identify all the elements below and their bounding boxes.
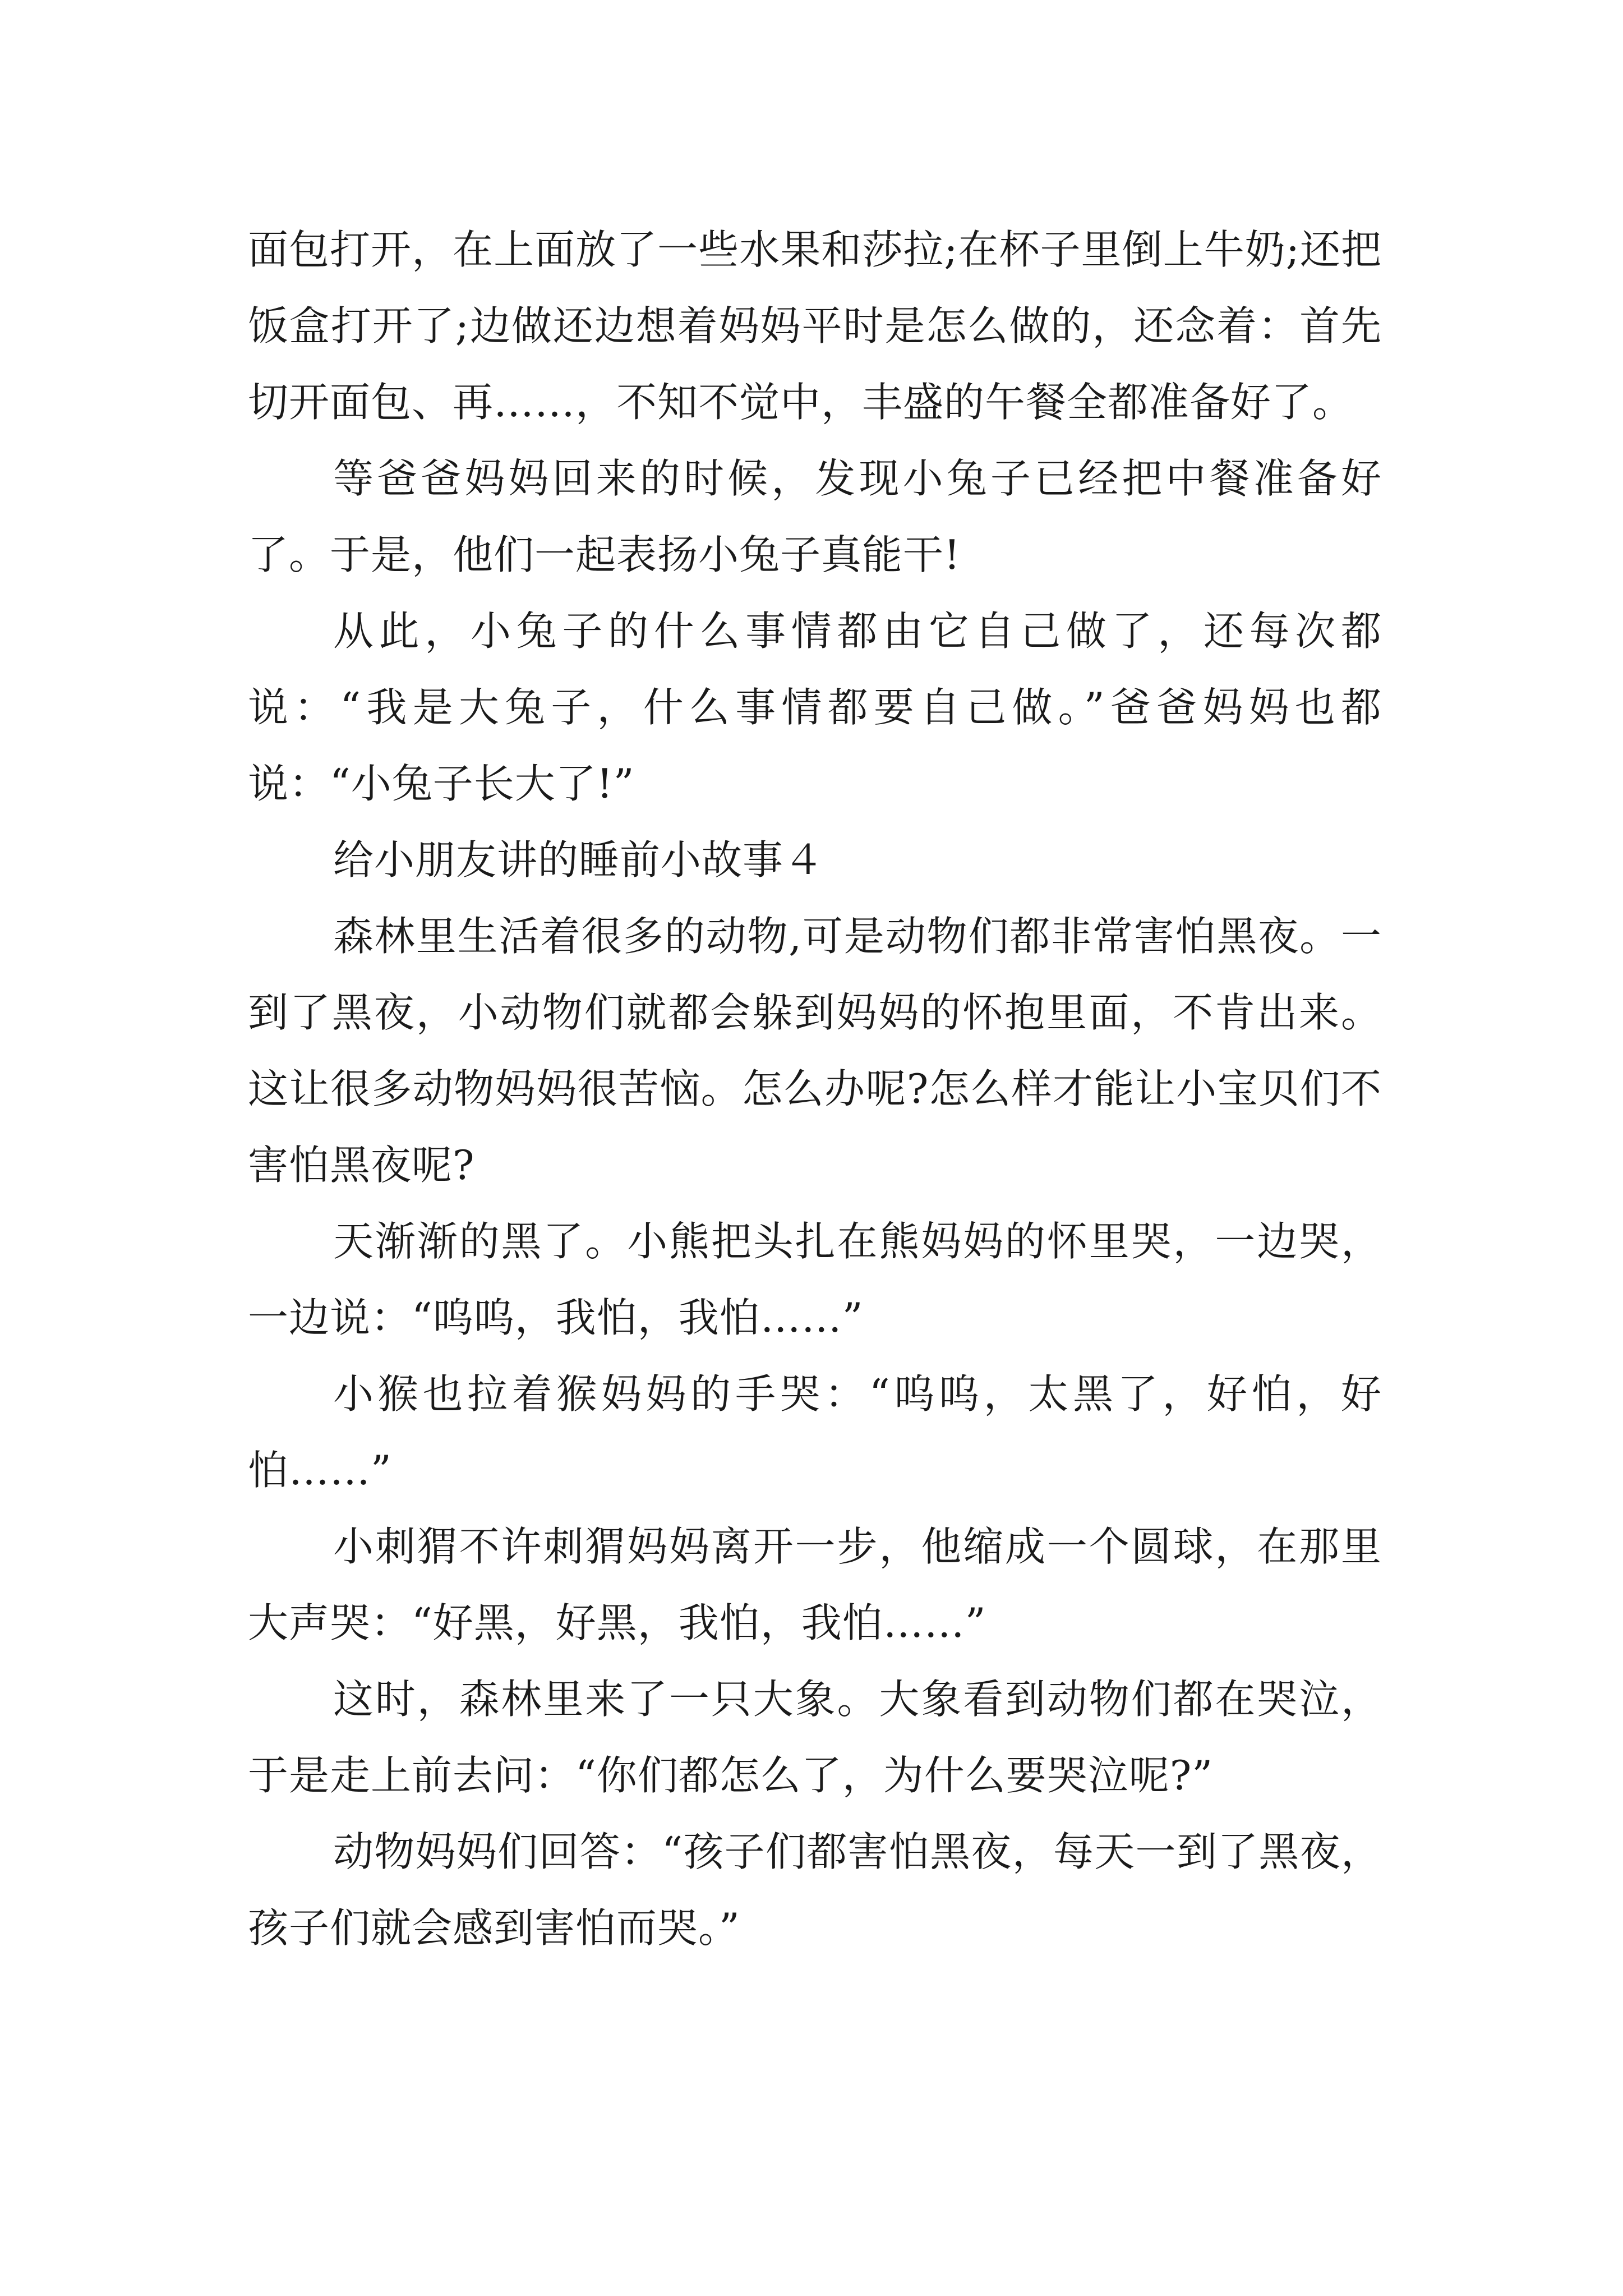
paragraph-8: 小刺猬不许刺猬妈妈离开一步，他缩成一个圆球，在那里大声哭：“好黑，好黑，我怕，我怕……”: [248, 1523, 1382, 1646]
paragraph-10: 动物妈妈们回答：“孩子们都害怕黑夜，每天一到了黑夜，孩子们就会感到害怕而哭。”: [248, 1828, 1382, 1952]
paragraph-3: 从此，小兔子的什么事情都由它自己做了，还每次都说：“我是大兔子，什么事情都要自己做。”爸爸妈妈也都说：“小兔子长大了!”: [248, 608, 1382, 807]
paragraph-7: 小猴也拉着猴妈妈的手哭：“呜呜，太黑了，好怕，好怕……”: [248, 1370, 1382, 1494]
paragraph-9: 这时，森林里来了一只大象。大象看到动物们都在哭泣，于是走上前去问：“你们都怎么了，为什么要哭泣呢?”: [248, 1676, 1382, 1799]
paragraph-2: 等爸爸妈妈回来的时候，发现小兔子已经把中餐准备好了。于是，他们一起表扬小兔子真能干!: [248, 455, 1382, 578]
paragraph-6: 天渐渐的黑了。小熊把头扎在熊妈妈的怀里哭，一边哭，一边说：“呜呜，我怕，我怕……”: [248, 1218, 1382, 1341]
section-heading: 给小朋友讲的睡前小故事４: [333, 836, 825, 884]
paragraph-5: 森林里生活着很多的动物,可是动物们都非常害怕黑夜。一到了黑夜，小动物们就都会躲到妈妈的怀抱里面，不肯出来。这让很多动物妈妈很苦恼。怎么办呢?怎么样才能让小宝贝们不害怕黑夜呢?: [248, 913, 1382, 1189]
body-text: [248, 211, 1382, 1966]
paragraph-1: 面包打开，在上面放了一些水果和莎拉;在杯子里倒上牛奶;还把饭盒打开了;边做还边想着妈妈平时是怎么做的，还念着：首先切开面包、再……，不知不觉中，丰盛的午餐全都准备好了。: [248, 226, 1382, 426]
